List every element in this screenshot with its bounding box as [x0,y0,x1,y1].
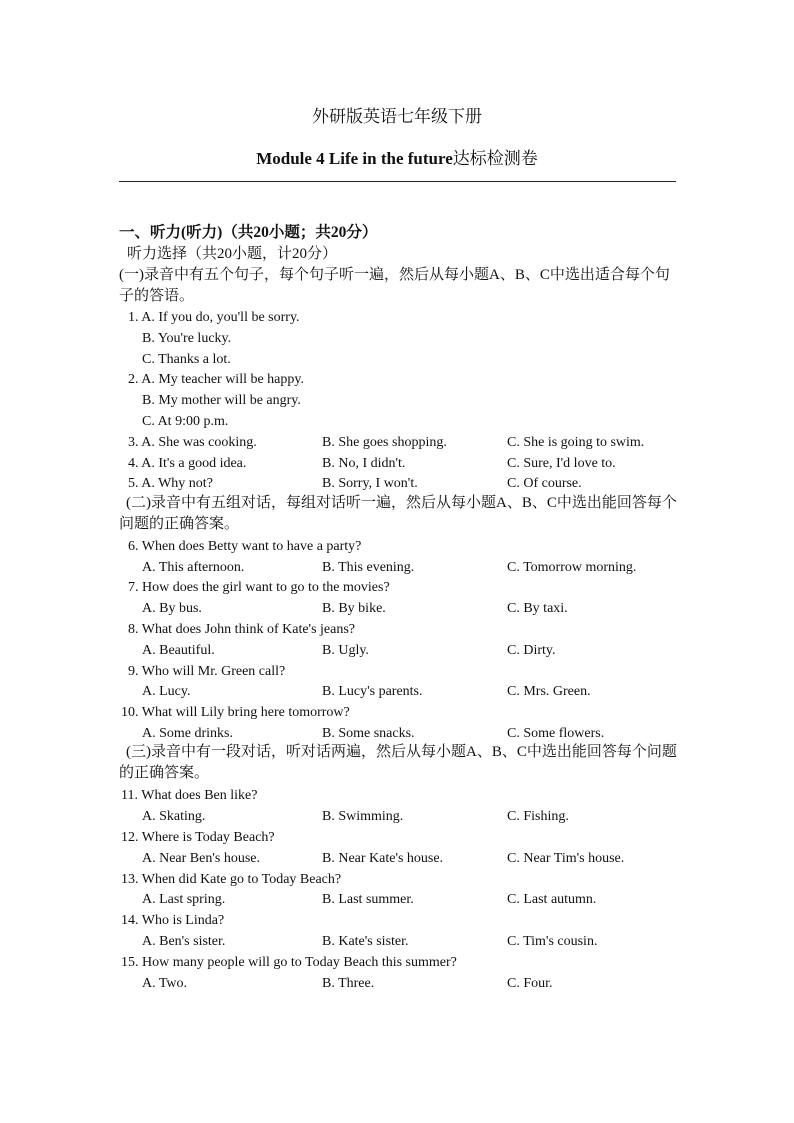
q15-option-b: B. Three. [322,976,375,991]
q8-option-a: A. Beautiful. [142,643,215,658]
q4-option-a: 4. A. It's a good idea. [128,456,247,471]
section-heading-listening: 一、听力(听力)（共20小题；共20分） [119,224,378,241]
q10-question: 10. What will Lily bring here tomorrow? [121,705,350,720]
q13-option-b: B. Last summer. [322,892,414,907]
q14-option-b: B. Kate's sister. [322,934,409,949]
q14-option-c: C. Tim's cousin. [507,934,598,949]
q15-option-a: A. Two. [142,976,188,991]
section-subheading: 听力选择（共20小题，计20分） [127,246,338,262]
q12-question: 12. Where is Today Beach? [121,830,275,845]
q15-question: 15. How many people will go to Today Beach this summer? [121,955,457,970]
q12-option-a: A. Near Ben's house. [142,851,260,866]
q6-option-c: C. Tomorrow morning. [507,560,637,575]
title-divider [119,181,676,182]
q3-option-b: B. She goes shopping. [322,435,447,450]
q6-option-a: A. This afternoon. [142,560,245,575]
q2-option-c: C. At 9:00 p.m. [142,414,229,429]
exam-title-suffix: 达标检测卷 [452,149,538,168]
q11-option-a: A. Skating. [142,809,206,824]
q13-option-a: A. Last spring. [142,892,226,907]
q11-option-c: C. Fishing. [507,809,569,824]
q15-option-c: C. Four. [507,976,553,991]
q4-option-c: C. Sure, I'd love to. [507,456,616,471]
part1-instruction: (一)录音中有五个句子，每个句子听一遍，然后从每小题A、B、C中选出适合每个句子的答语。 [119,267,670,304]
q7-option-c: C. By taxi. [507,601,568,616]
q10-option-b: B. Some snacks. [322,726,415,741]
q3-option-c: C. She is going to swim. [507,435,645,450]
q14-option-a: A. Ben's sister. [142,934,226,949]
q5-option-c: C. Of course. [507,476,582,491]
q13-question: 13. When did Kate go to Today Beach? [121,872,342,887]
q1-option-b: B. You're lucky. [142,331,232,346]
q9-option-b: B. Lucy's parents. [322,684,423,699]
q7-question: 7. How does the girl want to go to the movies? [128,580,390,595]
q3-option-a: 3. A. She was cooking. [128,435,257,450]
q2-option-b: B. My mother will be angry. [142,393,301,408]
q7-option-b: B. By bike. [322,601,386,616]
q1-option-a: 1. A. If you do, you'll be sorry. [128,310,300,325]
q6-option-b: B. This evening. [322,560,415,575]
q9-question: 9. Who will Mr. Green call? [128,664,286,679]
q11-option-b: B. Swimming. [322,809,404,824]
q10-option-c: C. Some flowers. [507,726,605,741]
exam-title [0,148,794,170]
q8-option-c: C. Dirty. [507,643,556,658]
part3-instruction: (三)录音中有一段对话，听对话两遍，然后从每小题A、B、C中选出能回答每个问题的正确答案。 [119,744,677,781]
q9-option-c: C. Mrs. Green. [507,684,591,699]
q1-option-c: C. Thanks a lot. [142,352,231,367]
exam-title-module: Module 4 Life in the future [256,149,453,168]
q5-option-a: 5. A. Why not? [128,476,213,491]
q6-question: 6. When does Betty want to have a party? [128,539,362,554]
q12-option-c: C. Near Tim's house. [507,851,625,866]
q5-option-b: B. Sorry, I won't. [322,476,418,491]
part2-instruction: (二)录音中有五组对话，每组对话听一遍，然后从每小题A、B、C中选出能回答每个问题的正确答案。 [119,495,677,532]
q4-option-b: B. No, I didn't. [322,456,406,471]
q9-option-a: A. Lucy. [142,684,191,699]
q14-question: 14. Who is Linda? [121,913,225,928]
q12-option-b: B. Near Kate's house. [322,851,444,866]
q13-option-c: C. Last autumn. [507,892,597,907]
q10-option-a: A. Some drinks. [142,726,233,741]
book-title: 外研版英语七年级下册 [312,107,482,126]
q2-option-a: 2. A. My teacher will be happy. [128,372,304,387]
q11-question: 11. What does Ben like? [121,788,258,803]
q8-option-b: B. Ugly. [322,643,369,658]
q8-question: 8. What does John think of Kate's jeans? [128,622,355,637]
q7-option-a: A. By bus. [142,601,202,616]
